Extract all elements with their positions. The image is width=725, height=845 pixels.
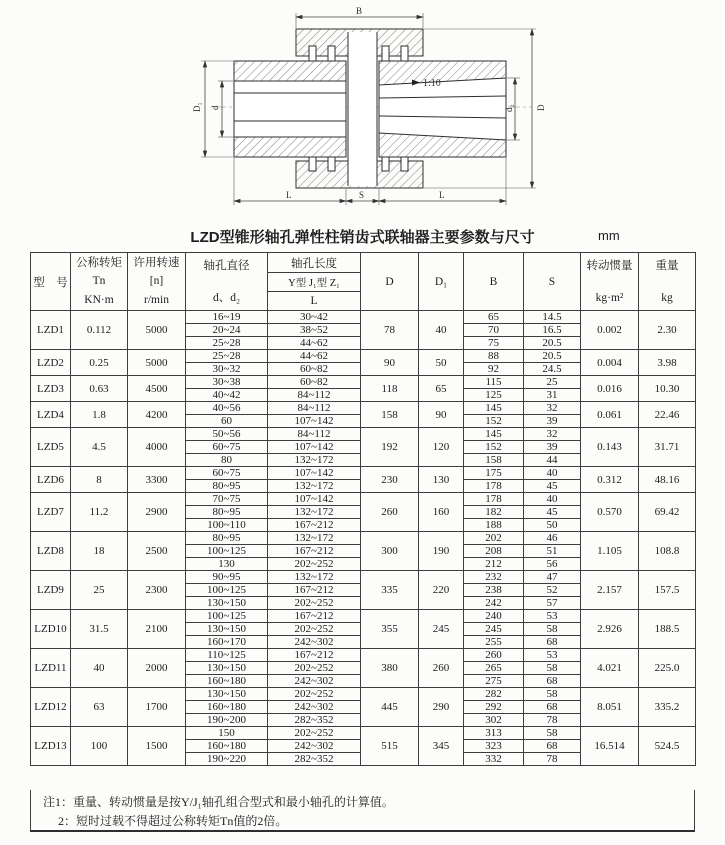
- bore-diameter-cell: 130~150: [186, 688, 268, 701]
- torque-cell: 8: [71, 467, 128, 493]
- speed-cell: 4000: [128, 428, 186, 467]
- bore-length-cell: 44~62: [268, 350, 361, 363]
- weight-value-cell: 225.0: [639, 649, 696, 688]
- model-cell: LZD12: [31, 688, 71, 727]
- b-value-cell: 245: [464, 623, 524, 636]
- b-value-cell: 178: [464, 480, 524, 493]
- s-value-cell: 20.5: [524, 337, 581, 350]
- speed-cell: 2500: [128, 532, 186, 571]
- bore-diameter-cell: 100~125: [186, 545, 268, 558]
- bore-length-cell: 84~112: [268, 402, 361, 415]
- bore-diameter-cell: 160~180: [186, 675, 268, 688]
- s-value-cell: 78: [524, 714, 581, 727]
- table-row: [31, 649, 696, 662]
- bore-length-cell: 107~142: [268, 441, 361, 454]
- bore-length-cell: 282~352: [268, 714, 361, 727]
- d1-value-cell: 90: [419, 402, 464, 428]
- dim-label-d2: d₂: [504, 104, 514, 112]
- header-bore-length-L: L: [268, 292, 361, 311]
- torque-cell: 4.5: [71, 428, 128, 467]
- table-row: [31, 402, 696, 415]
- header-D: D: [361, 253, 419, 311]
- torque-cell: 1.8: [71, 402, 128, 428]
- bore-diameter-cell: 25~28: [186, 337, 268, 350]
- bore-diameter-cell: 160~180: [186, 740, 268, 753]
- bore-diameter-cell: 150: [186, 727, 268, 740]
- model-cell: LZD4: [31, 402, 71, 428]
- torque-cell: 0.112: [71, 311, 128, 350]
- b-value-cell: 323: [464, 740, 524, 753]
- bore-diameter-cell: 130: [186, 558, 268, 571]
- bore-length-cell: 60~82: [268, 376, 361, 389]
- bore-diameter-cell: 40~42: [186, 389, 268, 402]
- s-value-cell: 57: [524, 597, 581, 610]
- speed-cell: 2100: [128, 610, 186, 649]
- s-value-cell: 47: [524, 571, 581, 584]
- s-value-cell: 53: [524, 649, 581, 662]
- model-cell: LZD3: [31, 376, 71, 402]
- d-value-cell: 355: [361, 610, 419, 649]
- pin: [328, 46, 335, 62]
- inertia-value-cell: 0.002: [581, 311, 639, 350]
- model-cell: LZD9: [31, 571, 71, 610]
- s-value-cell: 56: [524, 558, 581, 571]
- bore-length-cell: 202~252: [268, 727, 361, 740]
- bore-diameter-cell: 80~95: [186, 532, 268, 545]
- dim-label-d1: D₁: [192, 102, 202, 112]
- model-cell: LZD1: [31, 311, 71, 350]
- left-hub-hatch-top: [234, 61, 346, 81]
- table-row: [31, 688, 696, 701]
- bore-diameter-cell: 190~200: [186, 714, 268, 727]
- header-weight: 重量 kg: [639, 253, 696, 311]
- inertia-value-cell: 16.514: [581, 727, 639, 766]
- bore-length-cell: 60~82: [268, 363, 361, 376]
- speed-cell: 2900: [128, 493, 186, 532]
- b-value-cell: 292: [464, 701, 524, 714]
- speed-cell: 4500: [128, 376, 186, 402]
- b-value-cell: 188: [464, 519, 524, 532]
- d1-value-cell: 120: [419, 428, 464, 467]
- s-value-cell: 40: [524, 493, 581, 506]
- s-value-cell: 40: [524, 467, 581, 480]
- weight-value-cell: 524.5: [639, 727, 696, 766]
- speed-cell: 1700: [128, 688, 186, 727]
- bore-length-cell: 167~212: [268, 610, 361, 623]
- s-value-cell: 68: [524, 740, 581, 753]
- d-value-cell: 118: [361, 376, 419, 402]
- bore-length-cell: 132~172: [268, 480, 361, 493]
- weight-value-cell: 2.30: [639, 311, 696, 350]
- taper-ratio-label: 1:10: [423, 78, 441, 89]
- bore-length-cell: 30~42: [268, 311, 361, 324]
- b-value-cell: 88: [464, 350, 524, 363]
- pin: [309, 46, 316, 62]
- table-row: [31, 532, 696, 545]
- inertia-value-cell: 0.061: [581, 402, 639, 428]
- bore-length-cell: 84~112: [268, 428, 361, 441]
- d-value-cell: 230: [361, 467, 419, 493]
- torque-cell: 25: [71, 571, 128, 610]
- bore-diameter-cell: 60~75: [186, 467, 268, 480]
- bore-length-cell: 107~142: [268, 467, 361, 480]
- inertia-value-cell: 1.105: [581, 532, 639, 571]
- dim-label-l-left: L: [286, 190, 292, 200]
- d1-value-cell: 190: [419, 532, 464, 571]
- d-value-cell: 260: [361, 493, 419, 532]
- s-value-cell: 44: [524, 454, 581, 467]
- header-inertia: 转动惯量 kg·m²: [581, 253, 639, 311]
- table-body: [31, 311, 696, 766]
- dim-label-l-right: L: [439, 190, 445, 200]
- header-S: S: [524, 253, 581, 311]
- b-value-cell: 332: [464, 753, 524, 766]
- header-B: B: [464, 253, 524, 311]
- bore-diameter-cell: 80~95: [186, 506, 268, 519]
- s-value-cell: 68: [524, 675, 581, 688]
- bore-diameter-cell: 60: [186, 415, 268, 428]
- bore-length-cell: 44~62: [268, 337, 361, 350]
- b-value-cell: 175: [464, 467, 524, 480]
- d1-value-cell: 50: [419, 350, 464, 376]
- bore-length-cell: 242~302: [268, 675, 361, 688]
- table-row: [31, 727, 696, 740]
- torque-cell: 18: [71, 532, 128, 571]
- bore-diameter-cell: 80: [186, 454, 268, 467]
- inertia-value-cell: 0.312: [581, 467, 639, 493]
- s-value-cell: 78: [524, 753, 581, 766]
- header-bore-length: 轴孔长度: [268, 253, 361, 273]
- d-value-cell: 445: [361, 688, 419, 727]
- table-row: [31, 376, 696, 389]
- bore-diameter-cell: 40~56: [186, 402, 268, 415]
- b-value-cell: 260: [464, 649, 524, 662]
- speed-cell: 4200: [128, 402, 186, 428]
- d1-value-cell: 160: [419, 493, 464, 532]
- s-value-cell: 39: [524, 415, 581, 428]
- title-row: [30, 226, 695, 248]
- dim-label-s: S: [359, 190, 365, 200]
- weight-value-cell: 10.30: [639, 376, 696, 402]
- b-value-cell: 115: [464, 376, 524, 389]
- b-value-cell: 232: [464, 571, 524, 584]
- bore-diameter-cell: 130~150: [186, 662, 268, 675]
- inertia-value-cell: 0.016: [581, 376, 639, 402]
- s-value-cell: 52: [524, 584, 581, 597]
- weight-value-cell: 157.5: [639, 571, 696, 610]
- s-value-cell: 14.5: [524, 311, 581, 324]
- table-row: [31, 571, 696, 584]
- weight-value-cell: 108.8: [639, 532, 696, 571]
- bore-length-cell: 242~302: [268, 636, 361, 649]
- s-value-cell: 58: [524, 727, 581, 740]
- model-cell: LZD8: [31, 532, 71, 571]
- d-value-cell: 515: [361, 727, 419, 766]
- page-title: LZD型锥形轴孔弹性柱销齿式联轴器主要参数与尺寸: [190, 229, 535, 246]
- s-value-cell: 32: [524, 428, 581, 441]
- unit-label: mm: [598, 228, 620, 243]
- b-value-cell: 275: [464, 675, 524, 688]
- s-value-cell: 39: [524, 441, 581, 454]
- bore-length-cell: 107~142: [268, 493, 361, 506]
- header-D1: D₁: [419, 253, 464, 311]
- bore-diameter-cell: 100~125: [186, 584, 268, 597]
- bore-length-cell: 132~172: [268, 506, 361, 519]
- b-value-cell: 302: [464, 714, 524, 727]
- s-value-cell: 25: [524, 376, 581, 389]
- bore-length-cell: 132~172: [268, 454, 361, 467]
- s-value-cell: 46: [524, 532, 581, 545]
- torque-cell: 11.2: [71, 493, 128, 532]
- s-value-cell: 58: [524, 688, 581, 701]
- s-value-cell: 31: [524, 389, 581, 402]
- bore-length-cell: 107~142: [268, 415, 361, 428]
- d-value-cell: 78: [361, 311, 419, 350]
- table-header: [31, 253, 696, 311]
- b-value-cell: 145: [464, 402, 524, 415]
- bore-length-cell: 202~252: [268, 623, 361, 636]
- model-cell: LZD10: [31, 610, 71, 649]
- b-value-cell: 242: [464, 597, 524, 610]
- s-value-cell: 58: [524, 662, 581, 675]
- bore-diameter-cell: 70~75: [186, 493, 268, 506]
- torque-cell: 100: [71, 727, 128, 766]
- bore-diameter-cell: 130~150: [186, 597, 268, 610]
- inertia-value-cell: 4.021: [581, 649, 639, 688]
- inertia-value-cell: 0.143: [581, 428, 639, 467]
- bore-length-cell: 84~112: [268, 389, 361, 402]
- b-value-cell: 178: [464, 493, 524, 506]
- b-value-cell: 282: [464, 688, 524, 701]
- speed-cell: 1500: [128, 727, 186, 766]
- coupling-section-drawing: [176, 4, 550, 218]
- b-value-cell: 255: [464, 636, 524, 649]
- torque-cell: 31.5: [71, 610, 128, 649]
- bore-length-cell: 132~172: [268, 532, 361, 545]
- bore-length-cell: 242~302: [268, 740, 361, 753]
- inertia-value-cell: 0.570: [581, 493, 639, 532]
- torque-cell: 40: [71, 649, 128, 688]
- left-hub-hatch-bottom: [234, 137, 346, 157]
- weight-value-cell: 3.98: [639, 350, 696, 376]
- b-value-cell: 145: [464, 428, 524, 441]
- bore-diameter-cell: 110~125: [186, 649, 268, 662]
- b-value-cell: 158: [464, 454, 524, 467]
- speed-cell: 2000: [128, 649, 186, 688]
- d1-value-cell: 245: [419, 610, 464, 649]
- s-value-cell: 45: [524, 480, 581, 493]
- s-value-cell: 53: [524, 610, 581, 623]
- bore-diameter-cell: 100~125: [186, 610, 268, 623]
- d1-value-cell: 65: [419, 376, 464, 402]
- torque-cell: 0.25: [71, 350, 128, 376]
- model-cell: LZD7: [31, 493, 71, 532]
- bore-length-cell: 167~212: [268, 519, 361, 532]
- note-1: 注1：重量、转动惯量是按Y/J₁轴孔组合型式和最小轴孔的计算值。: [43, 795, 394, 809]
- bore-diameter-cell: 80~95: [186, 480, 268, 493]
- s-value-cell: 24.5: [524, 363, 581, 376]
- bore-diameter-cell: 160~170: [186, 636, 268, 649]
- bore-length-cell: 202~252: [268, 597, 361, 610]
- bore-diameter-cell: 60~75: [186, 441, 268, 454]
- bore-length-cell: 38~52: [268, 324, 361, 337]
- d1-value-cell: 260: [419, 649, 464, 688]
- b-value-cell: 92: [464, 363, 524, 376]
- weight-value-cell: 31.71: [639, 428, 696, 467]
- b-value-cell: 182: [464, 506, 524, 519]
- d-value-cell: 192: [361, 428, 419, 467]
- s-value-cell: 58: [524, 623, 581, 636]
- bore-diameter-cell: 100~110: [186, 519, 268, 532]
- speed-cell: 5000: [128, 311, 186, 350]
- d1-value-cell: 130: [419, 467, 464, 493]
- s-value-cell: 68: [524, 636, 581, 649]
- dim-label-b: B: [356, 6, 363, 16]
- header-speed: 许用转速 [n] r/min: [128, 253, 186, 311]
- bore-length-cell: 202~252: [268, 558, 361, 571]
- bore-length-cell: 202~252: [268, 662, 361, 675]
- weight-value-cell: 188.5: [639, 610, 696, 649]
- speed-cell: 3300: [128, 467, 186, 493]
- pin: [401, 46, 408, 62]
- inertia-value-cell: 2.157: [581, 571, 639, 610]
- b-value-cell: 212: [464, 558, 524, 571]
- header-model: 型 号: [31, 253, 71, 311]
- d1-value-cell: 345: [419, 727, 464, 766]
- bore-diameter-cell: 130~150: [186, 623, 268, 636]
- s-value-cell: 68: [524, 701, 581, 714]
- table-row: [31, 493, 696, 506]
- header-bore-diameter: 轴孔直径 d、d₂: [186, 253, 268, 311]
- bore-diameter-cell: 190~220: [186, 753, 268, 766]
- bore-length-cell: 282~352: [268, 753, 361, 766]
- b-value-cell: 152: [464, 441, 524, 454]
- parameters-table: [30, 252, 696, 766]
- bore-diameter-cell: 25~28: [186, 350, 268, 363]
- d-value-cell: 335: [361, 571, 419, 610]
- b-value-cell: 240: [464, 610, 524, 623]
- bore-length-cell: 132~172: [268, 571, 361, 584]
- dim-label-d: d: [210, 105, 220, 110]
- table-row: [31, 610, 696, 623]
- model-cell: LZD5: [31, 428, 71, 467]
- pin: [382, 46, 389, 62]
- d-value-cell: 158: [361, 402, 419, 428]
- bore-diameter-cell: 20~24: [186, 324, 268, 337]
- table-row: [31, 350, 696, 363]
- weight-value-cell: 69.42: [639, 493, 696, 532]
- weight-value-cell: 335.2: [639, 688, 696, 727]
- b-value-cell: 65: [464, 311, 524, 324]
- model-cell: LZD11: [31, 649, 71, 688]
- d-value-cell: 300: [361, 532, 419, 571]
- table-row: [31, 467, 696, 480]
- bore-diameter-cell: 30~32: [186, 363, 268, 376]
- center-column: [348, 32, 377, 186]
- d1-value-cell: 220: [419, 571, 464, 610]
- s-value-cell: 20.5: [524, 350, 581, 363]
- bore-length-cell: 242~302: [268, 701, 361, 714]
- s-value-cell: 45: [524, 506, 581, 519]
- speed-cell: 5000: [128, 350, 186, 376]
- model-cell: LZD2: [31, 350, 71, 376]
- s-value-cell: 32: [524, 402, 581, 415]
- bore-diameter-cell: 50~56: [186, 428, 268, 441]
- d-value-cell: 90: [361, 350, 419, 376]
- weight-value-cell: 48.16: [639, 467, 696, 493]
- b-value-cell: 313: [464, 727, 524, 740]
- d1-value-cell: 290: [419, 688, 464, 727]
- bore-diameter-cell: 16~19: [186, 311, 268, 324]
- torque-cell: 63: [71, 688, 128, 727]
- b-value-cell: 208: [464, 545, 524, 558]
- d-value-cell: 380: [361, 649, 419, 688]
- b-value-cell: 70: [464, 324, 524, 337]
- table-row: [31, 428, 696, 441]
- d1-value-cell: 40: [419, 311, 464, 350]
- note-2: 2：短时过载不得超过公称转矩Tn值的2倍。: [58, 813, 288, 828]
- torque-cell: 0.63: [71, 376, 128, 402]
- b-value-cell: 238: [464, 584, 524, 597]
- inertia-value-cell: 8.051: [581, 688, 639, 727]
- bore-length-cell: 167~212: [268, 649, 361, 662]
- dim-label-d-outer: D: [536, 104, 546, 111]
- model-cell: LZD13: [31, 727, 71, 766]
- s-value-cell: 16.5: [524, 324, 581, 337]
- bore-length-cell: 167~212: [268, 545, 361, 558]
- bore-diameter-cell: 30~38: [186, 376, 268, 389]
- table-row: [31, 311, 696, 324]
- b-value-cell: 125: [464, 389, 524, 402]
- footnotes: [30, 790, 695, 832]
- s-value-cell: 50: [524, 519, 581, 532]
- bore-diameter-cell: 90~95: [186, 571, 268, 584]
- bore-length-cell: 167~212: [268, 584, 361, 597]
- b-value-cell: 75: [464, 337, 524, 350]
- inertia-value-cell: 2.926: [581, 610, 639, 649]
- model-cell: LZD6: [31, 467, 71, 493]
- b-value-cell: 202: [464, 532, 524, 545]
- bore-diameter-cell: 160~180: [186, 701, 268, 714]
- speed-cell: 2300: [128, 571, 186, 610]
- bore-length-cell: 202~252: [268, 688, 361, 701]
- inertia-value-cell: 0.004: [581, 350, 639, 376]
- b-value-cell: 265: [464, 662, 524, 675]
- header-torque: 公称转矩 Tn KN·m: [71, 253, 128, 311]
- b-value-cell: 152: [464, 415, 524, 428]
- s-value-cell: 51: [524, 545, 581, 558]
- header-bore-length-types: Y型 J₁型 Z₁: [268, 273, 361, 292]
- weight-value-cell: 22.46: [639, 402, 696, 428]
